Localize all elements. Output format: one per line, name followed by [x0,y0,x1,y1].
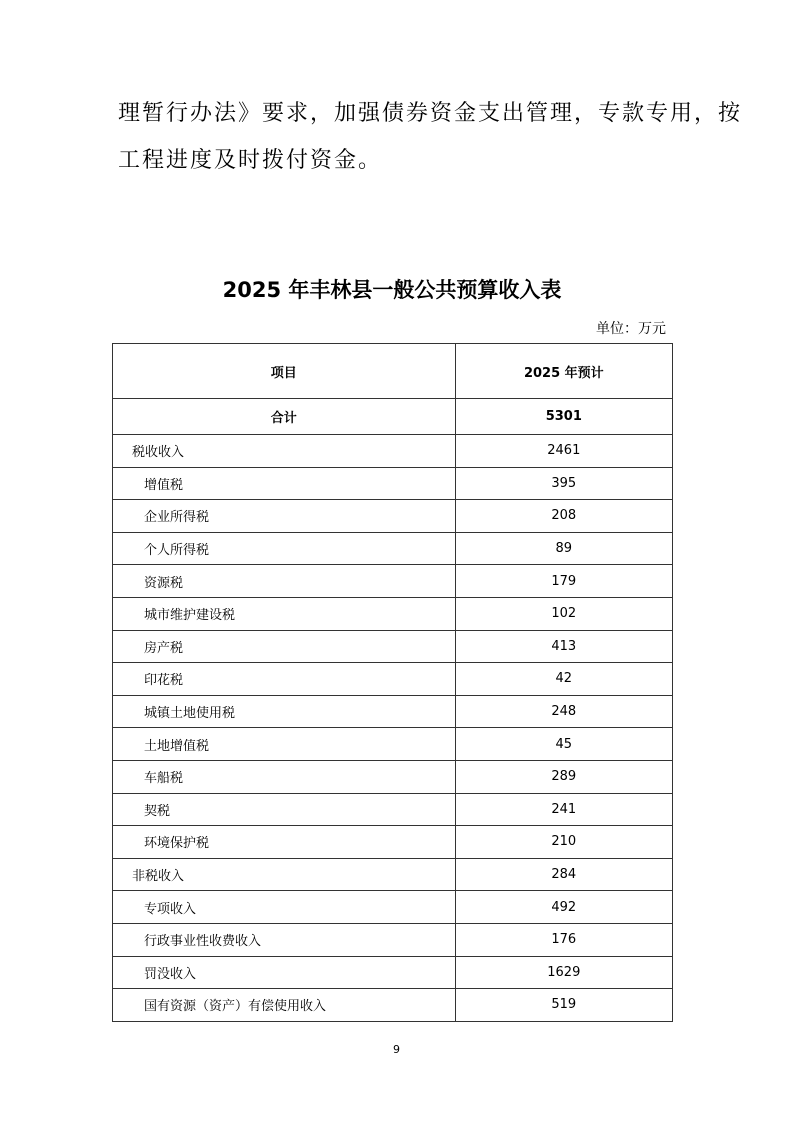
row-label: 城镇土地使用税 [113,695,456,728]
table-row [113,858,673,891]
row-value: 89 [455,532,672,565]
row-value: 102 [455,597,672,630]
row-label: 环境保护税 [113,826,456,859]
table-row [113,565,673,598]
row-label: 契税 [113,793,456,826]
row-value: 45 [455,728,672,761]
row-value: 519 [455,989,672,1022]
row-value: 284 [455,858,672,891]
row-value: 2461 [455,435,672,468]
row-label: 车船税 [113,760,456,793]
table-row [113,597,673,630]
total-label: 合计 [113,399,456,435]
row-label: 印花税 [113,663,456,696]
row-label: 行政事业性收费收入 [113,923,456,956]
row-value: 179 [455,565,672,598]
row-label: 企业所得税 [113,500,456,533]
table-row [113,435,673,468]
budget-revenue-table [112,343,673,1022]
row-label: 国有资源（资产）有偿使用收入 [113,989,456,1022]
row-value: 395 [455,467,672,500]
row-value: 208 [455,500,672,533]
table-row [113,891,673,924]
table-row [113,989,673,1022]
table-row [113,630,673,663]
table-row [113,663,673,696]
row-label: 土地增值税 [113,728,456,761]
row-label: 房产税 [113,630,456,663]
row-label: 专项收入 [113,891,456,924]
table-row [113,760,673,793]
unit-label: 单位：万元 [596,321,666,337]
row-label: 个人所得税 [113,532,456,565]
intro-paragraph-line-1: 理暂行办法》要求，加强债券资金支出管理，专款专用，按 [118,101,743,126]
row-label: 城市维护建设税 [113,597,456,630]
table-row [113,793,673,826]
table-row [113,695,673,728]
row-value: 289 [455,760,672,793]
row-label: 非税收入 [113,858,456,891]
row-value: 1629 [455,956,672,989]
total-value: 5301 [455,399,672,435]
row-label: 罚没收入 [113,956,456,989]
row-value: 248 [455,695,672,728]
table-row [113,923,673,956]
row-value: 413 [455,630,672,663]
page-number: 9 [393,1043,400,1056]
row-label: 税收收入 [113,435,456,468]
row-value: 176 [455,923,672,956]
row-value: 42 [455,663,672,696]
table-row [113,532,673,565]
header-item: 项目 [113,344,456,399]
row-label: 增值税 [113,467,456,500]
row-value: 492 [455,891,672,924]
table-row [113,826,673,859]
table-row [113,500,673,533]
row-label: 资源税 [113,565,456,598]
table-row [113,956,673,989]
header-forecast: 2025 年预计 [455,344,672,399]
row-value: 210 [455,826,672,859]
row-value: 241 [455,793,672,826]
total-row [113,399,673,435]
intro-paragraph-line-2: 工程进度及时拨付资金。 [118,148,383,173]
table-header-row [113,344,673,399]
table-row [113,467,673,500]
table-row [113,728,673,761]
table-title: 2025 年丰林县一般公共预算收入表 [222,278,562,302]
